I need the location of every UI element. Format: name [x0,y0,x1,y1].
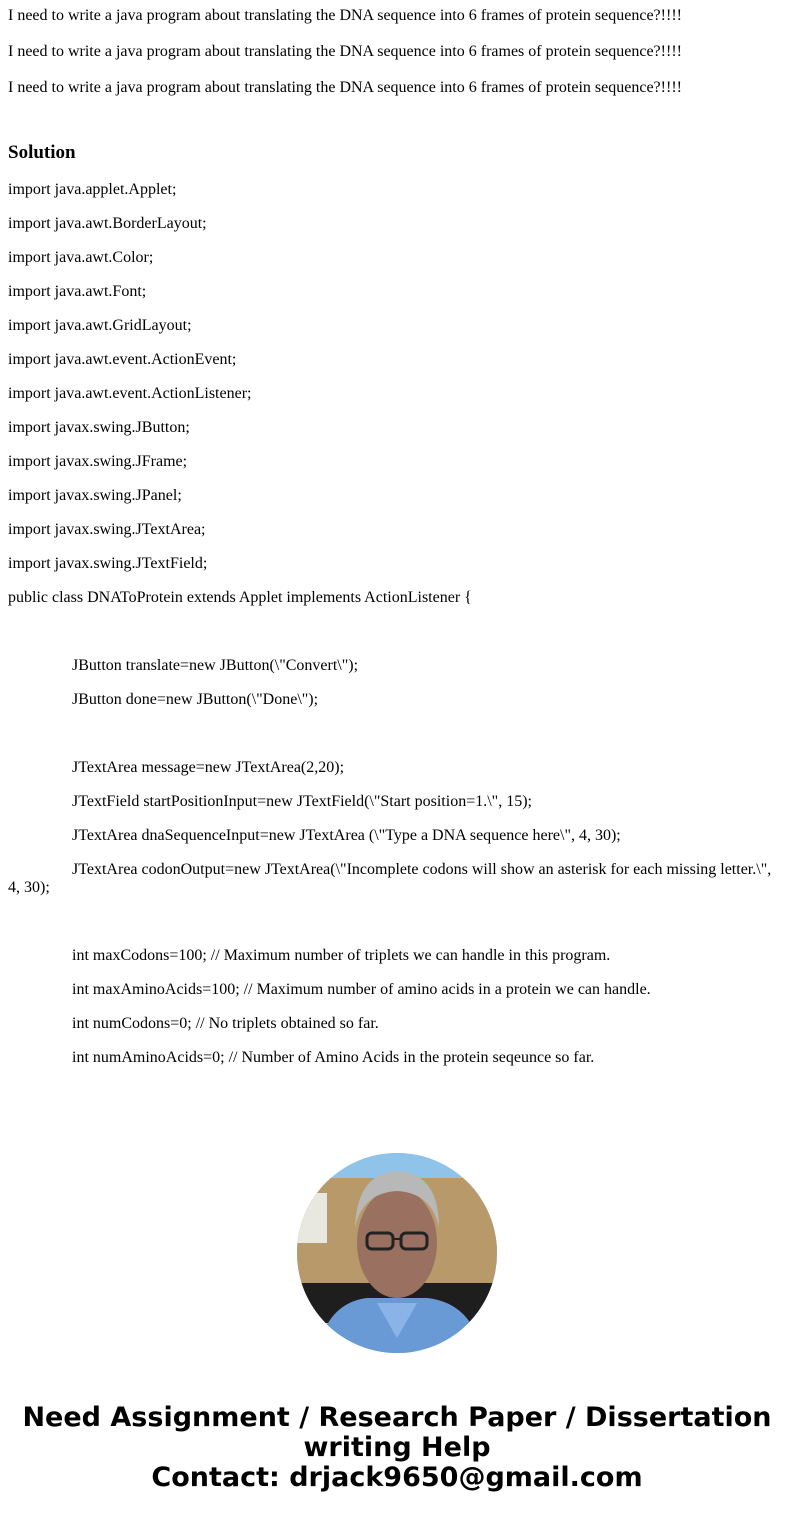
question-line: I need to write a java program about translating the DNA sequence into 6 frames of protein sequence?!!!! [8,79,682,96]
code-line: import java.awt.BorderLayout; [8,215,207,232]
code-line: JTextArea dnaSequenceInput=new JTextArea (\"Type a DNA sequence here\", 4, 30); [72,827,621,844]
code-line: import java.awt.event.ActionEvent; [8,351,237,368]
code-line: int numCodons=0; // No triplets obtained so far. [72,1015,379,1032]
code-line: JTextField startPositionInput=new JTextField(\"Start position=1.\", 15); [72,793,532,810]
code-line: JButton done=new JButton(\"Done\"); [72,691,319,708]
code-line: import java.awt.GridLayout; [8,317,192,334]
footer-line: writing Help [303,1432,491,1463]
author-photo [297,1153,497,1353]
footer-line: Need Assignment / Research Paper / Dissertation [22,1402,772,1433]
blank-line [8,725,786,743]
code-line: public class DNAToProtein extends Applet implements ActionListener { [8,589,472,606]
code-line: import java.awt.Font; [8,283,147,300]
contact-footer [0,1403,794,1493]
code-line: import java.applet.Applet; [8,181,177,198]
code-line: JTextArea codonOutput=new JTextArea(\"Incomplete codons will show an asterisk for each missing letter.\", 4, 30); [8,861,772,896]
code-line: import java.awt.event.ActionListener; [8,385,252,402]
code-line: JTextArea message=new JTextArea(2,20); [72,759,345,776]
blank-line [8,623,786,641]
author-avatar [297,1153,497,1353]
code-line: JButton translate=new JButton(\"Convert\"); [72,657,359,674]
code-line: int numAminoAcids=0; // Number of Amino Acids in the protein seqeunce so far. [72,1049,595,1066]
blank-line [8,913,786,931]
question-line: I need to write a java program about translating the DNA sequence into 6 frames of protein sequence?!!!! [8,43,682,60]
code-line: import javax.swing.JFrame; [8,453,188,470]
code-line: import javax.swing.JPanel; [8,487,182,504]
code-line: import javax.swing.JTextField; [8,555,208,572]
code-line: int maxAminoAcids=100; // Maximum number of amino acids in a protein we can handle. [72,981,651,998]
question-line: I need to write a java program about translating the DNA sequence into 6 frames of protein sequence?!!!! [8,7,682,24]
solution-heading: Solution [8,142,76,163]
solution-code [8,181,786,1067]
code-line: import javax.swing.JTextArea; [8,521,206,538]
question [8,7,786,97]
code-line: int maxCodons=100; // Maximum number of triplets we can handle in this program. [72,947,611,964]
code-line: import java.awt.Color; [8,249,154,266]
footer-contact: Contact: drjack9650@gmail.com [151,1462,643,1493]
code-line: import javax.swing.JButton; [8,419,190,436]
